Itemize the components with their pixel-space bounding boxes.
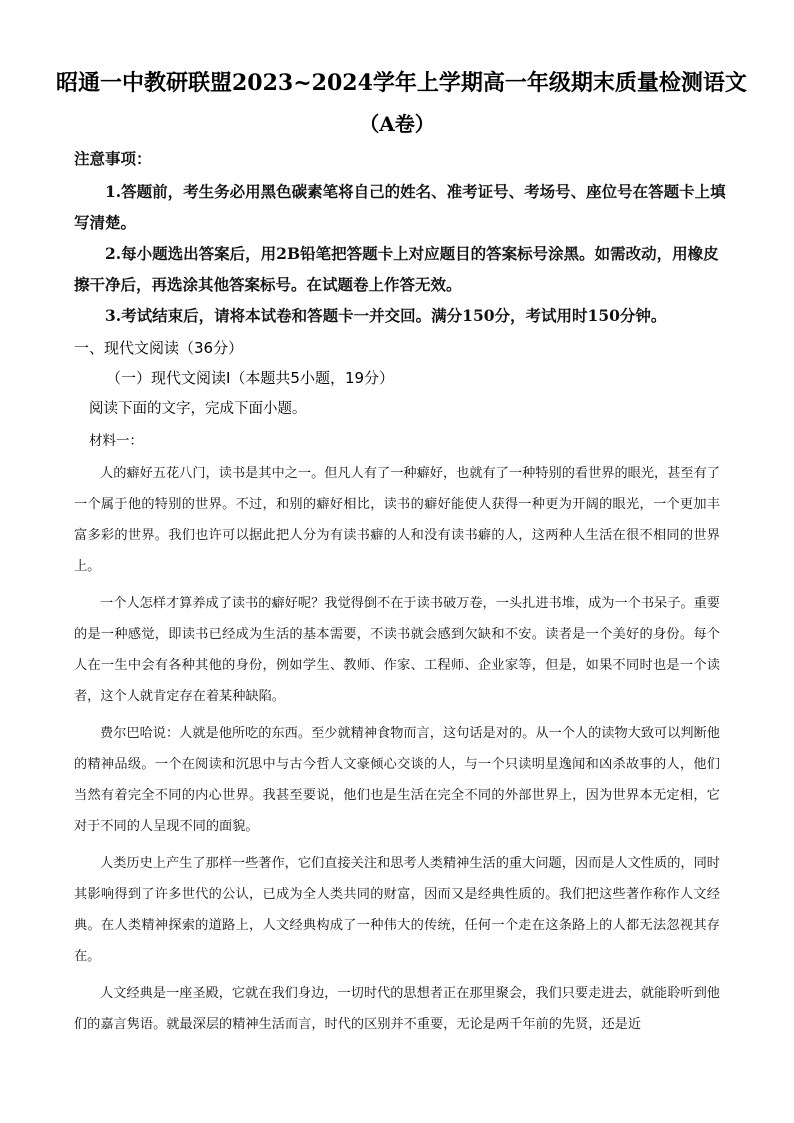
paragraph: 一个人怎样才算养成了读书的癖好呢？我觉得倒不在于读书破万卷，一头扎进书堆，成为一个书呆子。重要的是一种感觉，即读书已经成为生活的基本需要，不读书就会感到欠缺和不安。读者是一个美好的身份。每个人在一生中会有各种其他的身份，例如学生、教师、作家、工程师、企业家等，但是，如果不同时也是一个读者，这个人就肯定存在着某种缺陷。 [74,596,720,704]
paragraph: 人文经典是一座圣殿，它就在我们身边，一切时代的思想者正在那里聚会，我们只要走进去，就能聆听到他们的嘉言隽语。就最深层的精神生活而言，时代的区别并不重要，无论是两千年前的先贤，还是近 [74,986,720,1032]
material-label: 材料一： [89,433,143,449]
notice-item: 3.考试结束后，请将本试卷和答题卡一并交回。满分150分，考试用时150分钟。 [105,306,667,325]
paragraph: 人的癖好五花八门，读书是其中之一。但凡人有了一种癖好，也就有了一种特别的看世界的眼光，甚至有了一个属于他的特别的世界。不过，和别的癖好相比，读书的癖好能使人获得一种更为开阔的眼光，一个更加丰富多彩的世界。我们也许可以据此把人分为有读书癖的人和没有读书癖的人，这两种人生活在很不相同的世界上。 [74,466,720,574]
subsection-title: （一）现代文阅读Ⅰ（本题共5小题，19分） [106,369,395,387]
reading-instruction: 阅读下面的文字，完成下面小题。 [89,401,307,417]
exam-title: 昭通一中教研联盟2023~2024学年上学期高一年级期末质量检测语文 [56,70,747,96]
material-body [74,458,720,1046]
notice-heading: 注意事项： [74,149,152,168]
paragraph: 人类历史上产生了那样一些著作，它们直接关注和思考人类精神生活的重大问题，因而是人文性质的，同时其影响得到了许多世代的公认，已成为全人类共同的财富，因而又是经典性质的。我们把这些著作称作人文经典。在人类精神探索的道路上，人文经典构成了一种伟大的传统，任何一个走在这条路上的人都无法忽视其存在。 [74,856,720,964]
section-title: 一、现代文阅读（36分） [74,339,244,357]
notice-item: 2.每小题选出答案后，用2B铅笔把答题卡上对应题目的答案标号涂黑。如需改动，用橡皮擦干净后，再选涂其他答案标号。在试题卷上作答无效。 [74,244,719,294]
notice-item: 1.答题前，考生务必用黑色碳素笔将自己的姓名、准考证号、考场号、座位号在答题卡上填写清楚。 [74,182,726,232]
paragraph: 费尔巴哈说：人就是他所吃的东西。至少就精神食物而言，这句话是对的。从一个人的读物大致可以判断他的精神品级。一个在阅读和沉思中与古今哲人文豪倾心交谈的人，与一个只读明星逸闻和凶杀故事的人，他们当然有着完全不同的内心世界。我甚至要说，他们也是生活在完全不同的外部世界上，因为世界本无定相，它对于不同的人呈现不同的面貌。 [74,726,720,834]
notice-list [74,176,730,331]
exam-subtitle: （A卷） [359,112,435,136]
